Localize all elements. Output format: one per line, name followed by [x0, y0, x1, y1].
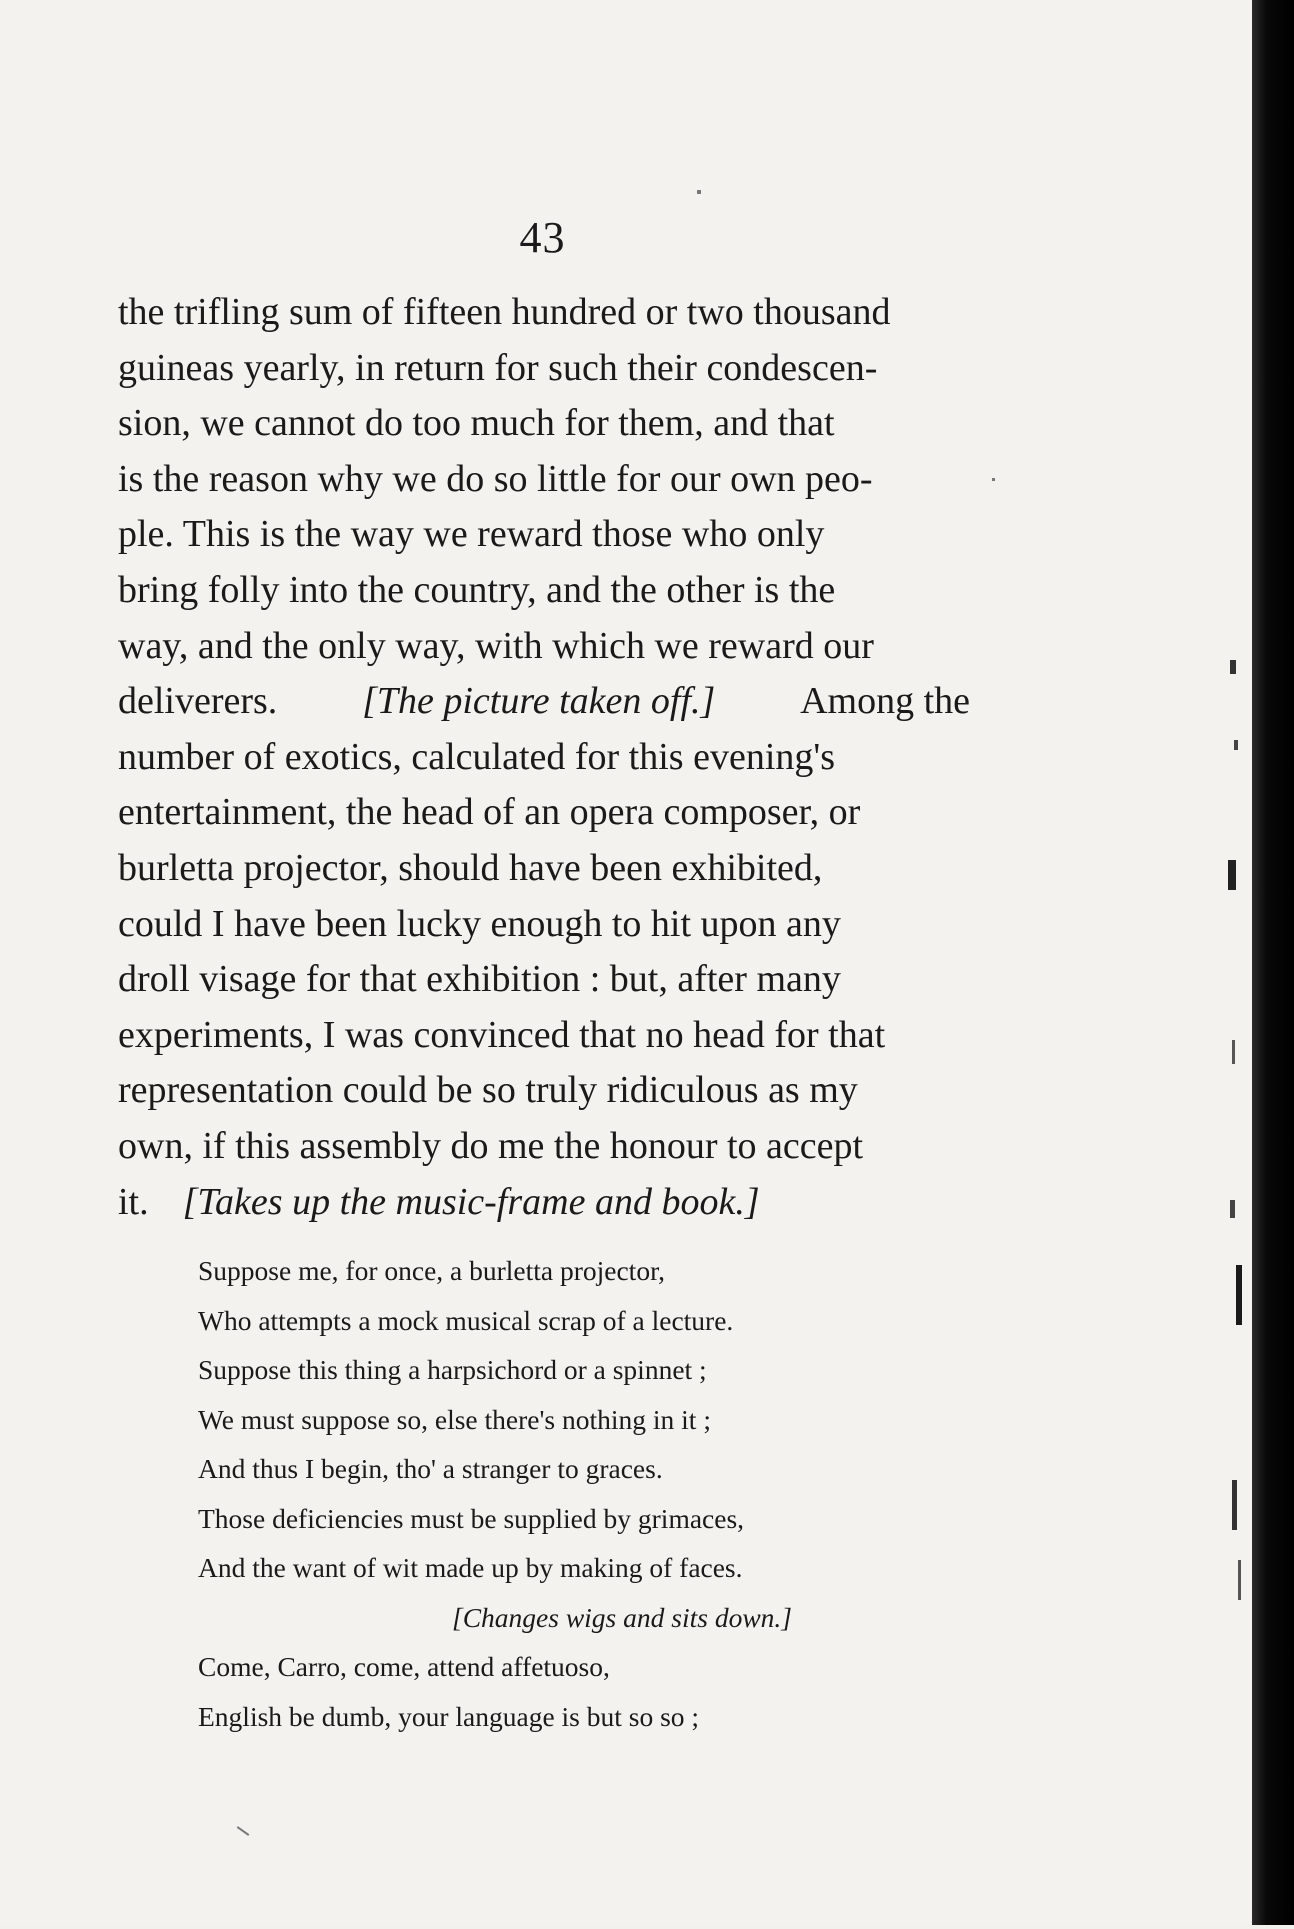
scan-speck [237, 1826, 250, 1836]
prose-line: burletta projector, should have been exhibited, [118, 846, 823, 889]
prose-line: is the reason why we do so little for our own peo- [118, 457, 873, 500]
prose-line-with-direction [118, 1175, 970, 1231]
verse-line: And the want of wit made up by making of faces. [198, 1552, 743, 1583]
verse-line: Who attempts a mock musical scrap of a lecture. [198, 1304, 734, 1336]
stage-direction: [Changes wigs and sits down.] [452, 1601, 792, 1633]
prose-line: representation could be so truly ridiculous as my [118, 1069, 858, 1112]
prose-text: it. [118, 1180, 149, 1223]
verse-line: We must suppose so, else there's nothing in it ; [198, 1403, 711, 1435]
prose-line-with-direction [118, 674, 970, 730]
prose-line: experiments, I was convinced that no head for that [118, 1013, 886, 1056]
verse-line: Suppose this thing a harpsichord or a spinnet ; [198, 1354, 707, 1385]
scan-speck [992, 478, 995, 481]
prose-line: could I have been lucky enough to hit upon any [118, 902, 841, 945]
prose-line: number of exotics, calculated for this evening's [118, 735, 836, 778]
binding-edge [1252, 0, 1294, 1925]
verse-line: Come, Carro, come, attend affetuoso, [198, 1651, 610, 1682]
page-number: 43 [519, 213, 566, 262]
binding-shadow [1212, 0, 1252, 1925]
scan-specks [1212, 0, 1252, 1925]
prose-text: Among the [800, 680, 970, 723]
prose-text: deliverers. [118, 680, 278, 723]
prose-line: droll visage for that exhibition : but, after many [118, 958, 841, 1001]
verse-block [198, 1246, 898, 1741]
verse-line: English be dumb, your language is but so so ; [198, 1700, 700, 1732]
scan-speck [697, 190, 701, 194]
prose-line: the trifling sum of fifteen hundred or two thousand [118, 291, 891, 333]
prose-line: ple. This is the way we reward those who only [118, 513, 825, 556]
prose-line: way, and the only way, with which we reward our [118, 624, 874, 667]
prose-line: own, if this assembly do me the honour to accept [118, 1124, 864, 1167]
prose-line: entertainment, the head of an opera composer, or [118, 791, 861, 834]
verse-line: Those deficiencies must be supplied by grimaces, [198, 1502, 745, 1534]
stage-direction: [Takes up the music-frame and book.] [182, 1180, 760, 1223]
stage-direction: [The picture taken off.] [362, 680, 716, 723]
prose-line: sion, we cannot do too much for them, and that [118, 402, 835, 445]
prose-block [118, 285, 970, 1230]
verse-line: And thus I begin, tho' a stranger to graces. [198, 1453, 663, 1484]
verse-line: Suppose me, for once, a burletta projector, [198, 1255, 666, 1286]
prose-line: bring folly into the country, and the other is the [118, 568, 836, 611]
prose-line: guineas yearly, in return for such their condescen- [118, 346, 878, 389]
